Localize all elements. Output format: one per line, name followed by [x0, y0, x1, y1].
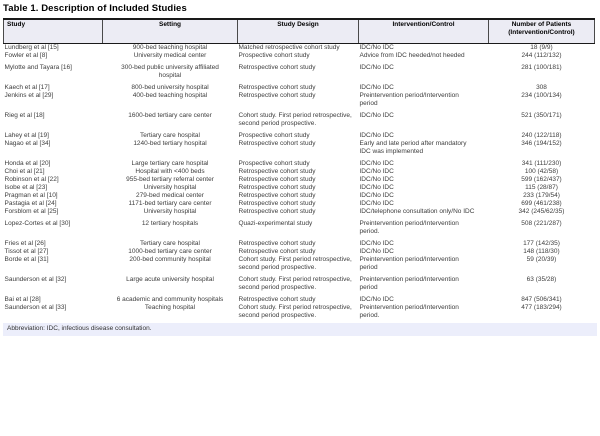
table-row	[4, 216, 595, 236]
intervention-cell: IDC/No IDC	[359, 191, 394, 199]
table-body	[4, 43, 595, 320]
setting-cell: 12 tertiary hospitals	[141, 219, 199, 227]
setting-cell: Large tertiary care hospital	[131, 159, 209, 167]
column-header-intervention-control: Intervention/Control	[359, 19, 489, 43]
patients-cell: 59 (20/39)	[526, 255, 557, 263]
patients-cell: 308	[536, 83, 547, 91]
design-cell: Retrospective cohort study	[238, 167, 316, 175]
study-cell: Fries et al [26]	[4, 239, 46, 247]
study-cell: Borde et al [31]	[4, 255, 49, 263]
study-cell: Tissot et al [27]	[4, 247, 49, 255]
table-row	[4, 208, 595, 216]
setting-cell: 400-bed teaching hospital	[132, 91, 208, 99]
patients-cell: 63 (35/28)	[526, 275, 557, 283]
design-cell: Prospective cohort study	[238, 159, 310, 167]
intervention-cell: IDC/No IDC	[359, 159, 394, 167]
patients-cell: 115 (28/87)	[525, 183, 558, 191]
study-cell: Saunderson et al [32]	[4, 275, 67, 283]
table-row	[4, 80, 595, 92]
patients-cell: 100 (42/58)	[524, 167, 559, 175]
patients-cell: 847 (506/341)	[521, 295, 562, 303]
design-cell: Prospective cohort study	[238, 51, 310, 59]
intervention-cell: Preintervention period/Intervention period	[359, 91, 459, 107]
study-cell: Lopez-Cortes et al [30]	[4, 219, 71, 227]
setting-cell: 1600-bed tertiary care center	[128, 111, 212, 119]
patients-cell: 341 (111/230)	[521, 159, 562, 167]
setting-cell: University hospital	[143, 183, 197, 191]
patients-cell: 148 (118/30)	[523, 247, 560, 255]
design-cell: Retrospective cohort study	[238, 83, 316, 91]
table-row	[4, 168, 595, 176]
design-cell: Retrospective cohort study	[238, 91, 316, 99]
design-cell: Retrospective cohort study	[238, 207, 316, 215]
table-row	[4, 92, 595, 108]
intervention-cell: IDC/No IDC	[359, 175, 394, 183]
design-cell: Retrospective cohort study	[238, 139, 316, 147]
intervention-cell: IDC/No IDC	[359, 199, 394, 207]
setting-cell: 1240-bed tertiary hospital	[133, 139, 207, 147]
design-cell: Retrospective cohort study	[238, 239, 316, 247]
patients-cell: 699 (461/238)	[521, 199, 562, 207]
study-cell: Forsblom et al [25]	[4, 207, 59, 215]
setting-cell: 1000-bed tertiary care center	[128, 247, 212, 255]
intervention-cell: IDC/No IDC	[359, 63, 394, 71]
design-cell: Quazi-experimental study	[238, 219, 313, 227]
setting-cell: 955-bed tertiary referral center	[126, 175, 214, 183]
table-title: Table 1. Description of Included Studies	[3, 3, 187, 14]
design-cell: Retrospective cohort study	[238, 183, 316, 191]
intervention-cell: IDC/No IDC	[359, 183, 394, 191]
table-row	[4, 236, 595, 248]
intervention-cell: IDC/telephone consultation only/No IDC	[359, 207, 475, 215]
table-row	[4, 304, 595, 320]
setting-cell: Tertiary care hospital	[140, 239, 200, 247]
design-cell: Retrospective cohort study	[238, 199, 316, 207]
design-cell: Retrospective cohort study	[238, 175, 316, 183]
intervention-cell: IDC/No IDC	[359, 247, 394, 255]
setting-cell: 279-bed medical center	[136, 191, 204, 199]
patients-cell: 342 (245/62/35)	[518, 207, 565, 215]
study-cell: Fowler et al [8]	[4, 51, 48, 59]
table-row	[4, 248, 595, 256]
study-cell: Robinson et al [22]	[4, 175, 59, 183]
intervention-cell: IDC/No IDC	[359, 83, 394, 91]
intervention-cell: IDC/No IDC	[359, 111, 394, 119]
column-header-number-of-patients: Number of Patients (Intervention/Control)	[489, 19, 595, 43]
table-row	[4, 43, 595, 52]
setting-cell: University hospital	[143, 207, 197, 215]
setting-cell: Tertiary care hospital	[140, 131, 200, 139]
design-cell: Prospective cohort study	[238, 131, 310, 139]
study-cell: Pastagia et al [24]	[4, 199, 57, 207]
intervention-cell: Advice from IDC heeded/not heeded	[359, 51, 465, 59]
patients-cell: 240 (122/118)	[521, 131, 562, 139]
intervention-cell: IDC/No IDC	[359, 43, 394, 51]
patients-cell: 18 (9/9)	[530, 43, 553, 51]
column-header-study: Study	[4, 19, 103, 43]
table-row	[4, 272, 595, 292]
study-cell: Choi et al [21]	[4, 167, 45, 175]
study-cell: Lahey et al [19]	[4, 131, 49, 139]
patients-cell: 177 (142/35)	[523, 239, 560, 247]
design-cell: Retrospective cohort study	[238, 191, 316, 199]
patients-cell: 281 (100/181)	[521, 63, 562, 71]
table-row	[4, 292, 595, 304]
intervention-cell: Preintervention period/Intervention period	[359, 255, 459, 271]
table-footnote: Abbreviation: IDC, infectious disease consultation.	[3, 323, 597, 336]
setting-cell: 900-bed teaching hospital	[132, 43, 208, 51]
setting-cell: Hospital with <400 beds	[135, 167, 205, 175]
setting-cell: 1171-bed tertiary care center	[128, 199, 212, 207]
design-cell: Retrospective cohort study	[238, 295, 316, 303]
study-cell: Mylotte and Tayara [16]	[4, 63, 72, 71]
intervention-cell: IDC/No IDC	[359, 167, 394, 175]
setting-cell: Large acute university hospital	[126, 275, 214, 283]
study-cell: Bai et al [28]	[4, 295, 41, 303]
table-row	[4, 200, 595, 208]
table-row	[4, 52, 595, 60]
design-cell: Matched retrospective cohort study	[238, 43, 340, 51]
patients-cell: 521 (350/171)	[521, 111, 562, 119]
header-row	[4, 19, 595, 43]
setting-cell: 6 academic and community hospitals	[116, 295, 224, 303]
study-cell: Saunderson et al [33]	[4, 303, 67, 311]
table-row	[4, 176, 595, 184]
study-cell: Isobe et al [23]	[4, 183, 48, 191]
patients-cell: 599 (162/437)	[521, 175, 562, 183]
study-cell: Honda et al [20]	[4, 159, 51, 167]
column-header-study-design: Study Design	[238, 19, 359, 43]
patients-cell: 234 (100/134)	[521, 91, 562, 99]
patients-cell: 346 (194/152)	[521, 139, 562, 147]
study-cell: Nagao et al [34]	[4, 139, 51, 147]
patients-cell: 477 (183/294)	[521, 303, 562, 311]
study-cell: Jenkins et al [29]	[4, 91, 54, 99]
intervention-cell: Preintervention period/Intervention period.	[359, 219, 459, 235]
setting-cell: 300-bed public university affiliated hospital	[121, 63, 219, 79]
setting-cell: Teaching hospital	[144, 303, 196, 311]
intervention-cell: Early and late period after mandatory IDC was implemented	[359, 139, 467, 155]
table-row	[4, 156, 595, 168]
table-row	[4, 184, 595, 192]
table-row	[4, 60, 595, 80]
study-cell: Lundberg et al [15]	[4, 43, 59, 51]
table-row	[4, 192, 595, 200]
table-row	[4, 108, 595, 128]
included-studies-table	[3, 18, 595, 320]
intervention-cell: Preintervention period/Intervention period.	[359, 303, 459, 319]
study-cell: Rieg et al [18]	[4, 111, 45, 119]
design-cell: Cohort study. First period retrospective, second period prospective.	[238, 303, 352, 319]
design-cell: Cohort study. First period retrospective, second period prospective.	[238, 111, 352, 127]
design-cell: Retrospective cohort study	[238, 247, 316, 255]
intervention-cell: Preintervention period/Intervention period	[359, 275, 459, 291]
intervention-cell: IDC/No IDC	[359, 295, 394, 303]
setting-cell: 200-bed community hospital	[129, 255, 211, 263]
intervention-cell: IDC/No IDC	[359, 131, 394, 139]
setting-cell: 800-bed university hospital	[131, 83, 209, 91]
patients-cell: 508 (221/287)	[521, 219, 562, 227]
design-cell: Cohort study. First period retrospective, second period prospective.	[238, 255, 352, 271]
intervention-cell: IDC/No IDC	[359, 239, 394, 247]
design-cell: Cohort study. First period retrospective, second period prospective.	[238, 275, 352, 291]
table-header	[4, 19, 595, 43]
design-cell: Retrospective cohort study	[238, 63, 316, 71]
table-row	[4, 128, 595, 140]
column-header-setting: Setting	[103, 19, 238, 43]
patients-cell: 244 (112/132)	[521, 51, 562, 59]
table-row	[4, 256, 595, 272]
study-cell: Pragman et al [10]	[4, 191, 58, 199]
table-row	[4, 140, 595, 156]
study-cell: Kaech et al [17]	[4, 83, 50, 91]
patients-cell: 233 (179/54)	[523, 191, 560, 199]
setting-cell: University medical center	[133, 51, 207, 59]
